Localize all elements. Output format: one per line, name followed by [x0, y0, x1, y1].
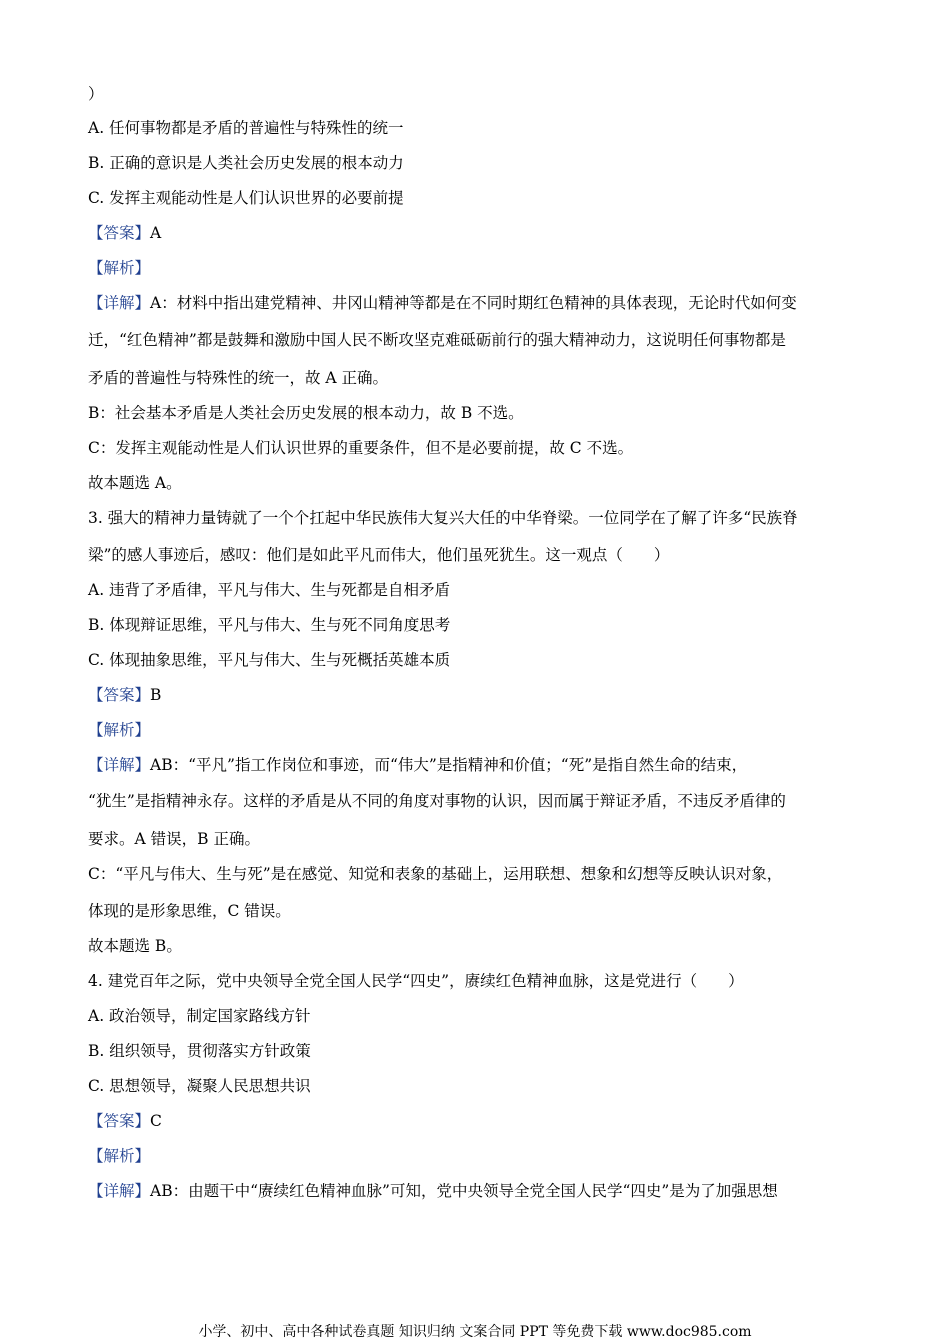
page-footer: 小学、初中、高中各种试卷真题 知识归纳 文案合同 PPT 等免费下载 www.doc985.com: [198, 1324, 752, 1340]
line-text: C：“平凡与伟大、生与死”是在感觉、知觉和表象的基础上，运用联想、想象和幻想等反映认识对象，: [88, 865, 783, 883]
line-text: C. 发挥主观能动性是人们认识世界的必要前提: [88, 189, 404, 207]
text-line: [88, 188, 404, 208]
text-line: [88, 368, 388, 388]
line-text: 要求。A 错误，B 正确。: [88, 830, 260, 848]
text-line: [88, 473, 182, 493]
line-text: C. 体现抽象思维，平凡与伟大、生与死概括英雄本质: [88, 651, 451, 669]
section-tag: 【详解】: [88, 756, 151, 774]
line-text: A. 政治领导，制定国家路线方针: [88, 1007, 311, 1025]
line-text: AB：“平凡”指工作岗位和事迹，而“伟大”是指精神和价值；“死”是指自然生命的结束，: [150, 756, 748, 774]
line-text: AB：由题干中“赓续红色精神血脉”可知，党中央领导全党全国人民学“四史”是为了加强思想: [150, 1182, 778, 1200]
text-line: [88, 936, 182, 956]
section-tag: 【答案】: [88, 686, 151, 704]
text-line: [88, 258, 150, 278]
line-text: B: [150, 686, 162, 704]
text-line: [88, 901, 291, 921]
section-tag: 【解析】: [88, 259, 151, 277]
text-line: [88, 615, 450, 635]
line-text: 4. 建党百年之际，党中央领导全党全国人民学“四史”，赓续红色精神血脉，这是党进行（ ）: [88, 972, 744, 990]
section-tag: 【答案】: [88, 1112, 151, 1130]
line-text: 迁，“红色精神”都是鼓舞和激励中国人民不断攻坚克难砥砺前行的强大精神动力，这说明任何事物都是: [88, 331, 786, 349]
line-text: 矛盾的普遍性与特殊性的统一，故 A 正确。: [88, 369, 389, 387]
text-line: [88, 650, 450, 670]
text-line: [88, 580, 450, 600]
line-text: B. 体现辩证思维，平凡与伟大、生与死不同角度思考: [88, 616, 451, 634]
line-text: C. 思想领导，凝聚人民思想共识: [88, 1077, 311, 1095]
line-text: 体现的是形象思维，C 错误。: [88, 902, 291, 920]
section-tag: 【答案】: [88, 224, 151, 242]
text-line: [88, 1076, 311, 1096]
text-line: [88, 720, 150, 740]
text-line: [88, 153, 404, 173]
text-line: [88, 438, 633, 458]
line-text: C: [150, 1112, 162, 1130]
text-line: [88, 118, 404, 138]
section-tag: 【解析】: [88, 721, 151, 739]
text-line: [88, 223, 161, 243]
text-line: [88, 403, 524, 423]
text-line: [88, 1181, 778, 1201]
line-text: B：社会基本矛盾是人类社会历史发展的根本动力，故 B 不选。: [88, 404, 524, 422]
text-line: [88, 755, 747, 775]
text-line: [88, 1006, 311, 1026]
text-line: [88, 685, 161, 705]
text-line: [88, 84, 104, 104]
section-tag: 【详解】: [88, 1182, 151, 1200]
text-line: [88, 1146, 150, 1166]
line-text: C：发挥主观能动性是人们认识世界的重要条件，但不是必要前提，故 C 不选。: [88, 439, 634, 457]
section-tag: 【详解】: [88, 294, 151, 312]
text-line: [88, 971, 744, 991]
line-text: 故本题选 B。: [88, 937, 182, 955]
line-text: “犹生”是指精神永存。这样的矛盾是从不同的角度对事物的认识，因而属于辩证矛盾，不违反矛盾律的: [88, 792, 786, 810]
line-text: A. 任何事物都是矛盾的普遍性与特殊性的统一: [88, 119, 404, 137]
line-text: A. 违背了矛盾律，平凡与伟大、生与死都是自相矛盾: [88, 581, 451, 599]
text-line: [88, 791, 786, 811]
text-line: [88, 508, 798, 528]
text-line: [88, 293, 797, 313]
line-text: A：材料中指出建党精神、井冈山精神等都是在不同时期红色精神的具体表现，无论时代如何变: [150, 294, 797, 312]
text-line: [88, 864, 782, 884]
line-text: B. 组织领导，贯彻落实方针政策: [88, 1042, 311, 1060]
line-text: A: [150, 224, 162, 242]
section-tag: 【解析】: [88, 1147, 151, 1165]
line-text: 梁”的感人事迹后，感叹：他们是如此平凡而伟大，他们虽死犹生。这一观点（ ）: [88, 546, 670, 564]
text-line: [88, 1111, 162, 1131]
text-line: [88, 829, 260, 849]
line-text: B. 正确的意识是人类社会历史发展的根本动力: [88, 154, 404, 172]
line-text: ）: [88, 85, 104, 103]
line-text: 3. 强大的精神力量铸就了一个个扛起中华民族伟大复兴大任的中华脊梁。一位同学在了解了许多“民族脊: [88, 509, 798, 527]
text-line: [88, 545, 669, 565]
text-line: [88, 1041, 311, 1061]
text-line: [88, 330, 786, 350]
line-text: 故本题选 A。: [88, 474, 182, 492]
